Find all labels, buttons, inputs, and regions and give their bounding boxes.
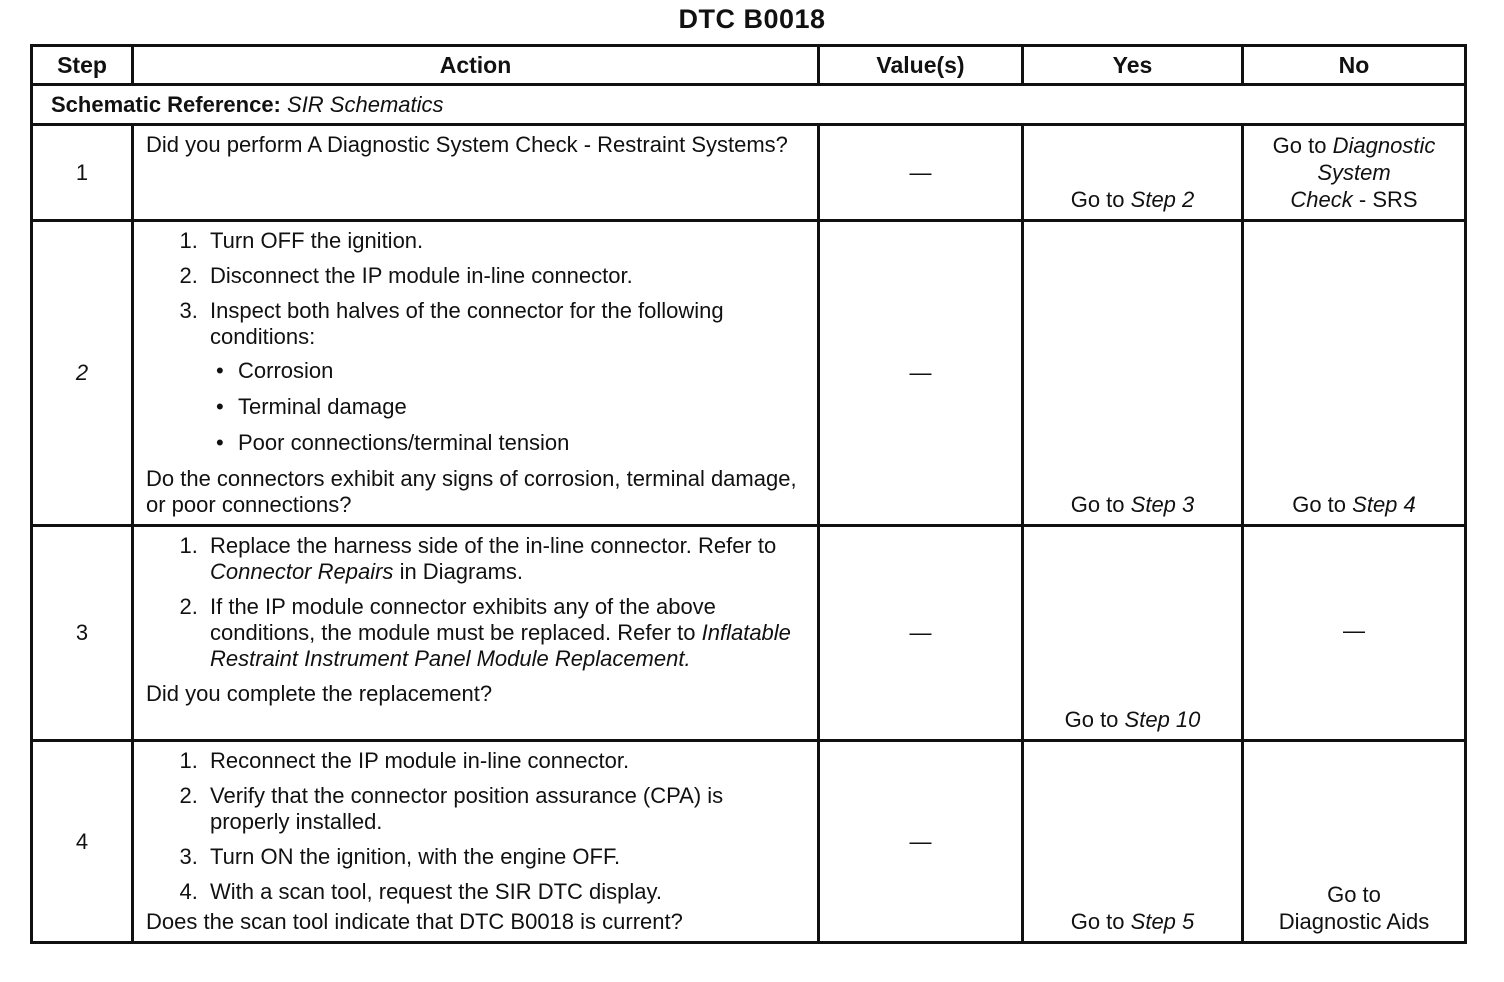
substep: 3. Turn ON the ignition, with the engine OFF.: [204, 844, 799, 870]
substep-text: Replace the harness side of the in-line connector. Refer to: [210, 533, 777, 558]
goto-label: Go to: [1327, 882, 1381, 907]
substep-text: If the IP module connector exhibits any of the above conditions, the module must be replaced. Refer to: [210, 594, 716, 645]
module-replacement-link[interactable]: Inflatable Restraint Instrument Panel Module Replacement.: [210, 620, 791, 671]
no-link[interactable]: Step 4: [1352, 492, 1416, 517]
value-cell: [819, 221, 1023, 526]
substep: [204, 298, 799, 456]
yes-link[interactable]: Step 5: [1130, 909, 1195, 934]
goto-label: Go to: [1070, 492, 1125, 517]
action-cell: [133, 526, 819, 741]
substep: 4. With a scan tool, request the SIR DTC display.: [204, 879, 799, 905]
header-yes: Yes: [1023, 46, 1243, 85]
schematic-reference: [32, 85, 1466, 125]
value-cell: [819, 125, 1023, 221]
action-question: Does the scan tool indicate that DTC B0018 is current?: [146, 909, 683, 934]
header-values: Value(s): [819, 46, 1023, 85]
substep-list: [146, 748, 799, 905]
substep-list: [146, 533, 799, 672]
yes-cell: [1023, 741, 1243, 943]
substep-list: [146, 228, 799, 456]
substep-text: in Diagrams.: [399, 559, 524, 584]
dash: —: [1343, 617, 1365, 643]
table-row: [32, 125, 1466, 221]
condition-list: [210, 358, 799, 456]
yes-cell: [1023, 125, 1243, 221]
schematic-row: [32, 85, 1466, 125]
dash: —: [909, 828, 932, 854]
diagnostic-aids-link[interactable]: Diagnostic Aids: [1278, 909, 1430, 934]
table-row: [32, 741, 1466, 943]
no-link-check[interactable]: Check: [1290, 187, 1353, 212]
action-question: Did you complete the replacement?: [146, 681, 493, 706]
diagnostic-table: [30, 44, 1467, 944]
yes-cell: [1023, 526, 1243, 741]
substep: 1. Reconnect the IP module in-line connector.: [204, 748, 799, 774]
action-cell: [133, 741, 819, 943]
no-cell: [1243, 221, 1466, 526]
action-cell: [133, 125, 819, 221]
goto-label: Go to: [1064, 707, 1119, 732]
yes-link[interactable]: Step 2: [1130, 187, 1195, 212]
header-action: Action: [133, 46, 819, 85]
substep: 1. Turn OFF the ignition.: [204, 228, 799, 254]
table-row: [32, 526, 1466, 741]
action-cell: [133, 221, 819, 526]
yes-cell: [1023, 221, 1243, 526]
substep-text: Inspect both halves of the connector for the following conditions:: [210, 298, 724, 349]
header-no: No: [1243, 46, 1466, 85]
goto-label: Go to: [1070, 187, 1125, 212]
substep: [204, 594, 799, 672]
step-number: 2: [32, 221, 133, 526]
page-title: DTC B0018: [678, 4, 826, 34]
condition-item: • Poor connections/terminal tension: [238, 430, 799, 456]
substep: 2. Verify that the connector position assurance (CPA) is properly installed.: [204, 783, 799, 835]
no-link[interactable]: Diagnostic System: [1317, 133, 1436, 185]
yes-link[interactable]: Step 3: [1130, 492, 1195, 517]
action-question: Did you perform A Diagnostic System Check - Restraint Systems?: [146, 132, 788, 157]
schematic-link[interactable]: SIR Schematics: [287, 91, 444, 117]
step-number: 4: [32, 741, 133, 943]
header-step: Step: [32, 46, 133, 85]
table-row: [32, 221, 1466, 526]
no-cell: [1243, 741, 1466, 943]
header-row: [32, 46, 1466, 85]
substep: 2. Disconnect the IP module in-line connector.: [204, 263, 799, 289]
yes-link[interactable]: Step 10: [1124, 707, 1201, 732]
goto-label: Go to: [1070, 909, 1125, 934]
action-question: Do the connectors exhibit any signs of corrosion, terminal damage, or poor connections?: [146, 466, 797, 517]
no-cell: [1243, 526, 1466, 741]
connector-repairs-link[interactable]: Connector Repairs: [210, 559, 394, 584]
goto-label: Go to: [1272, 133, 1327, 158]
step-number: 1: [32, 125, 133, 221]
dash: —: [909, 620, 932, 645]
condition-item: • Corrosion: [238, 358, 799, 384]
dash: —: [909, 360, 932, 385]
value-cell: [819, 526, 1023, 741]
dash: —: [909, 159, 932, 185]
no-suffix: - SRS: [1358, 187, 1418, 212]
substep: [204, 533, 799, 585]
step-number: 3: [32, 526, 133, 741]
no-cell: [1243, 125, 1466, 221]
schematic-label: Schematic Reference:: [51, 91, 281, 117]
goto-label: Go to: [1292, 492, 1347, 517]
value-cell: [819, 741, 1023, 943]
condition-item: • Terminal damage: [238, 394, 799, 420]
